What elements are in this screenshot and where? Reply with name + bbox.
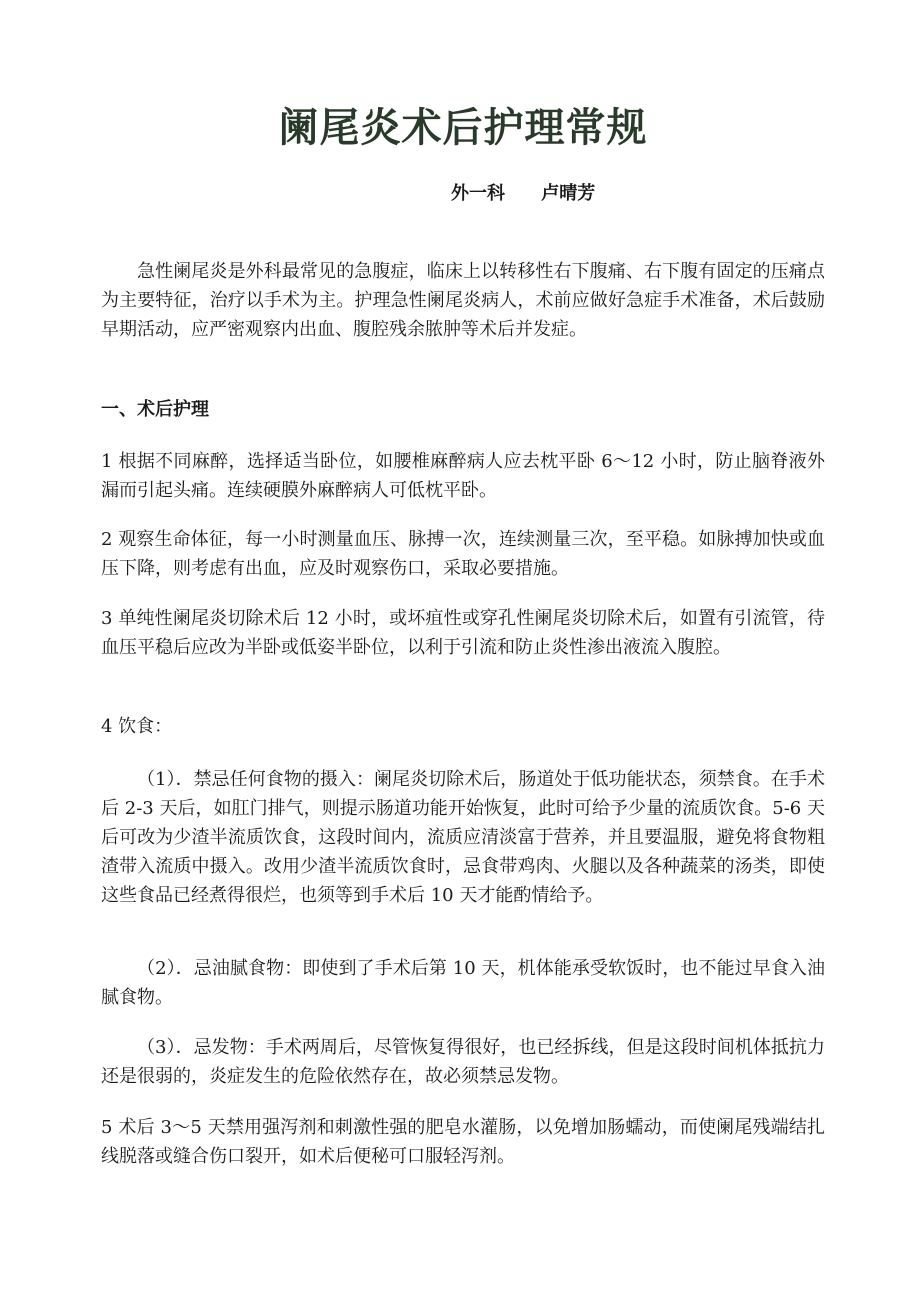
diet-item-1: （1）．禁忌任何食物的摄入：阑尾炎切除术后，肠道处于低功能状态，须禁食。在手术后 2-3 天后，如肛门排气，则提示肠道功能开始恢复，此时可给予少量的流质饮食。5-6 天后可改为少渣半流质饮食，这段时间内，流质应清淡富于营养，并且要温服，避免将食物粗渣带入流质中摄入。改用少渣半流质饮食时，忌食带鸡肉、火腿以及各种蔬菜的汤类，即使这些食品已经煮得很烂，也须等到手术后 10 天才能酌情给予。 [101, 769, 825, 906]
item-4: 4 饮食： [101, 716, 173, 737]
diet-item-2: （2）．忌油腻食物：即使到了手术后第 10 天，机体能承受软饭时，也不能过早食入油腻食物。 [101, 958, 825, 1008]
author-line [451, 180, 595, 208]
intro-paragraph: 急性阑尾炎是外科最常见的急腹症，临床上以转移性右下腹痛、右下腹有固定的压痛点为主要特征，治疗以手术为主。护理急性阑尾炎病人，术前应做好急症手术准备，术后鼓励早期活动，应严密观察内出血、腹腔残余脓肿等术后并发症。 [101, 261, 825, 340]
author-name: 卢晴芳 [541, 183, 596, 204]
author-department: 外一科 [451, 183, 505, 204]
item-3: 3 单纯性阑尾炎切除术后 12 小时，或坏疽性或穿孔性阑尾炎切除术后，如置有引流管，待血压平稳后应改为半卧或低姿半卧位，以利于引流和防止炎性渗出液流入腹腔。 [101, 608, 825, 658]
section-heading: 一、术后护理 [101, 399, 209, 420]
item-5: 5 术后 3～5 天禁用强泻剂和刺激性强的肥皂水灌肠，以免增加肠蠕动，而使阑尾残端结扎线脱落或缝合伤口裂开，如术后便秘可口服轻泻剂。 [101, 1117, 825, 1167]
document-title: 阑尾炎术后护理常规 [278, 105, 648, 151]
item-1: 1 根据不同麻醉，选择适当卧位，如腰椎麻醉病人应去枕平卧 6～12 小时，防止脑脊液外漏而引起头痛。连续硬膜外麻醉病人可低枕平卧。 [101, 451, 825, 501]
item-2: 2 观察生命体征，每一小时测量血压、脉搏一次，连续测量三次，至平稳。如脉搏加快或血压下降，则考虑有出血，应及时观察伤口，采取必要措施。 [101, 529, 825, 579]
diet-item-3: （3）．忌发物：手术两周后，尽管恢复得很好，也已经拆线，但是这段时间机体抵抗力还是很弱的，炎症发生的危险依然存在，故必须禁忌发物。 [101, 1037, 825, 1087]
